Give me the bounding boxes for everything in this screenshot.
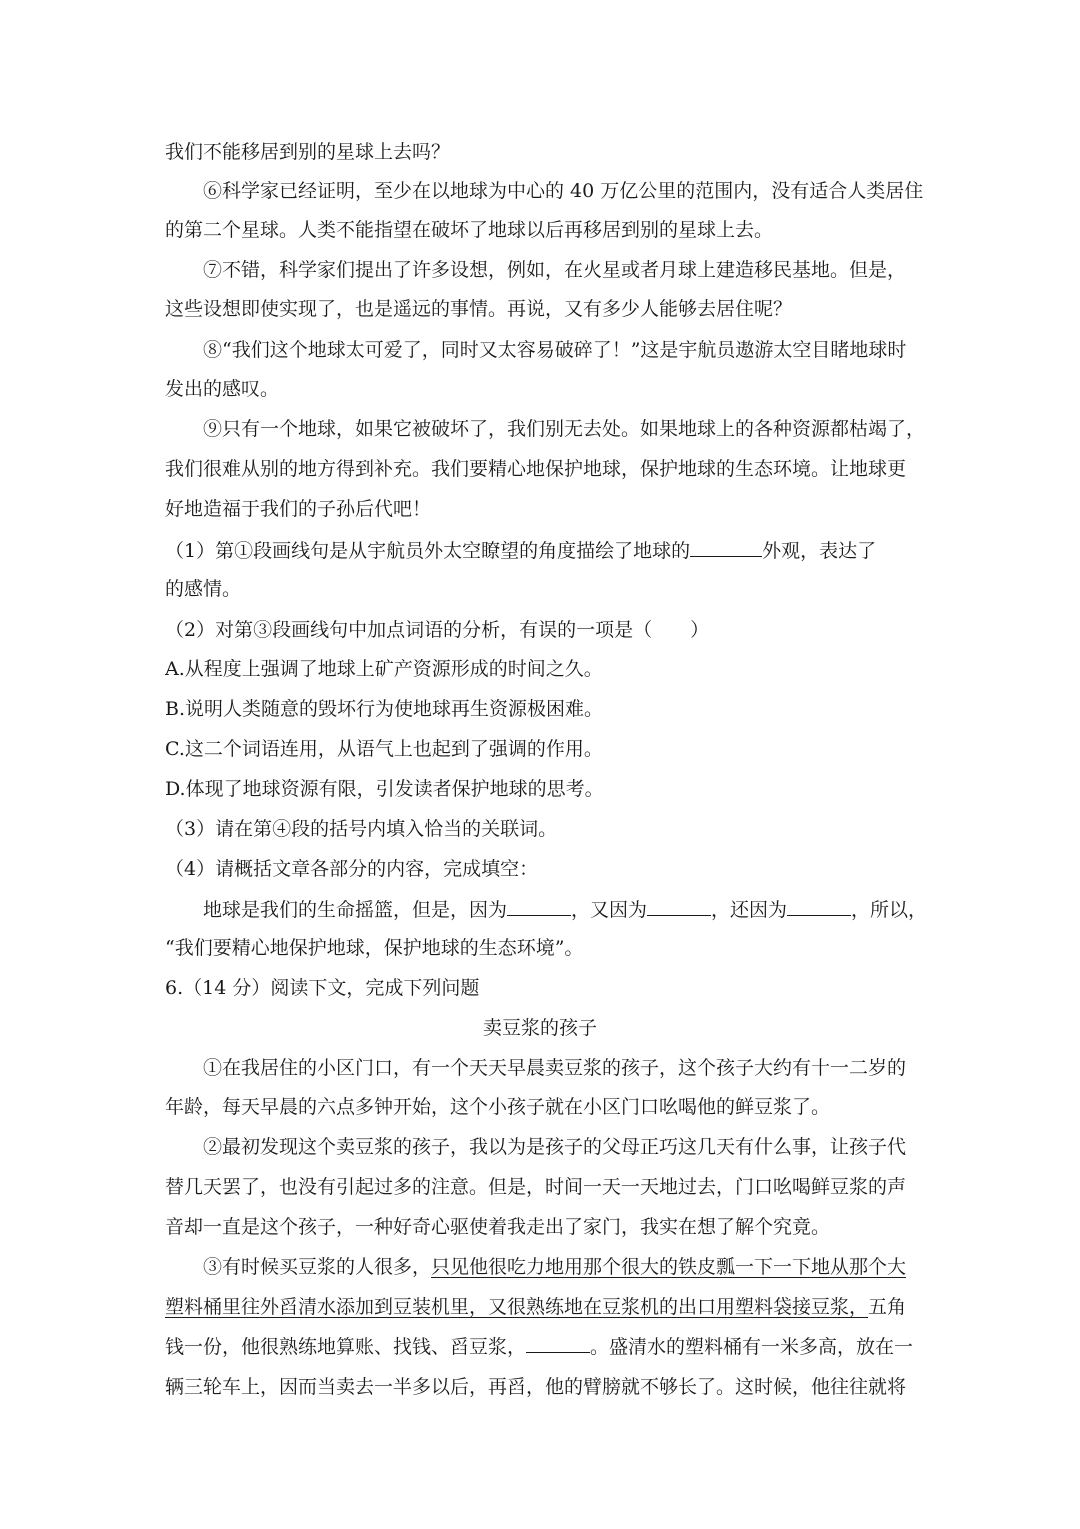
paragraph-8-line: 发出的感叹。: [165, 378, 280, 400]
article-paragraph-2-line: 音却一直是这个孩子，一种好奇心驱使着我走出了家门，我实在想了解个究竟。: [165, 1216, 831, 1238]
question-3: （3）请在第④段的括号内填入恰当的关联词。: [165, 818, 558, 840]
answer-blank[interactable]: [647, 897, 711, 916]
answer-blank[interactable]: [787, 897, 851, 916]
question-1-cont: 的感情。: [165, 578, 242, 600]
plain-text: 五角: [868, 1296, 907, 1318]
option-b: B.说明人类随意的毁坏行为使地球再生资源极困难。: [165, 698, 604, 720]
article-paragraph-3-line: [165, 1334, 913, 1359]
section-6-heading: 6.（14 分）阅读下文，完成下列问题: [165, 977, 480, 999]
paragraph-8-line: ⑧“我们这个地球太可爱了，同时又太容易破碎了！”这是宇航员遨游太空目睹地球时: [203, 339, 907, 361]
article-paragraph-2-line: 替几天罢了，也没有引起过多的注意。但是，时间一天一天地过去，门口吆喝鲜豆浆的声: [165, 1176, 907, 1198]
option-d: D.体现了地球资源有限，引发读者保护地球的思考。: [165, 778, 604, 800]
answer-blank[interactable]: [526, 1334, 590, 1353]
paragraph-7-line: 这些设想即使实现了，也是遥远的事情。再说，又有多少人能够去居住呢？: [165, 298, 793, 320]
question-2: （2）对第③段画线句中加点词语的分析，有误的一项是（ ）: [165, 619, 710, 641]
underlined-sentence: 塑料桶里往外舀清水添加到豆装机里，又很熟练地在豆浆机的出口用塑料袋接豆浆，: [165, 1296, 869, 1318]
answer-blank[interactable]: [690, 538, 762, 557]
option-c: C.这二个词语连用，从语气上也起到了强调的作用。: [165, 738, 603, 760]
paragraph-9-line: ⑨只有一个地球，如果它被破坏了，我们别无去处。如果地球上的各种资源都枯竭了，: [203, 418, 926, 440]
underlined-sentence: 只见他很吃力地用那个很大的铁皮瓢一下一下地从那个大: [431, 1256, 907, 1278]
question-text: 外观，表达了: [762, 540, 877, 562]
article-title: 卖豆浆的孩子: [483, 1017, 598, 1039]
paragraph-6-line: ⑥科学家已经证明，至少在以地球为中心的 40 万亿公里的范围内，没有适合人类居住: [203, 180, 924, 202]
plain-text: 。盛清水的塑料桶有一米多高，放在一: [590, 1336, 914, 1358]
article-paragraph-1-line: ①在我居住的小区门口，有一个天天早晨卖豆浆的孩子，这个孩子大约有十一二岁的: [203, 1057, 907, 1079]
plain-text: ③有时候买豆浆的人很多，: [203, 1256, 432, 1278]
fill-text: ，还因为: [711, 899, 788, 921]
option-a: A.从程度上强调了地球上矿产资源形成的时间之久。: [165, 658, 603, 680]
question-1: [165, 538, 876, 563]
article-paragraph-3-line: 辆三轮车上，因而当卖去一半多以后，再舀，他的臂膀就不够长了。这时候，他往往就将: [165, 1376, 907, 1398]
article-paragraph-3-line: [203, 1255, 906, 1279]
fill-text: 地球是我们的生命摇篮，但是，因为: [203, 899, 508, 921]
fill-text: ，所以，: [851, 899, 928, 921]
question-text: （1）第①段画线句是从宇航员外太空瞭望的角度描绘了地球的: [165, 540, 691, 562]
article-paragraph-1-line: 年龄，每天早晨的六点多钟开始，这个小孩子就在小区门口吆喝他的鲜豆浆了。: [165, 1096, 831, 1118]
passage-line: 我们不能移居到别的星球上去吗？: [165, 141, 451, 163]
question-4: （4）请概括文章各部分的内容，完成填空：: [165, 858, 539, 880]
paragraph-9-line: 好地造福于我们的子孙后代吧！: [165, 498, 432, 520]
article-paragraph-3-line: [165, 1295, 906, 1319]
paragraph-6-line: 的第二个星球。人类不能指望在破坏了地球以后再移居到别的星球上去。: [165, 219, 774, 241]
plain-text: 钱一份，他很熟练地算账、找钱、舀豆浆，: [165, 1336, 527, 1358]
fill-in-line-cont: “我们要精心地保护地球，保护地球的生态环境”。: [165, 937, 584, 959]
paragraph-9-line: 我们很难从别的地方得到补充。我们要精心地保护地球，保护地球的生态环境。让地球更: [165, 458, 907, 480]
answer-blank[interactable]: [507, 897, 571, 916]
fill-text: ，又因为: [571, 899, 648, 921]
paragraph-7-line: ⑦不错，科学家们提出了许多设想，例如，在火星或者月球上建造移民基地。但是，: [203, 259, 907, 281]
article-paragraph-2-line: ②最初发现这个卖豆浆的孩子，我以为是孩子的父母正巧这几天有什么事，让孩子代: [203, 1136, 907, 1158]
fill-in-line: [203, 897, 927, 922]
